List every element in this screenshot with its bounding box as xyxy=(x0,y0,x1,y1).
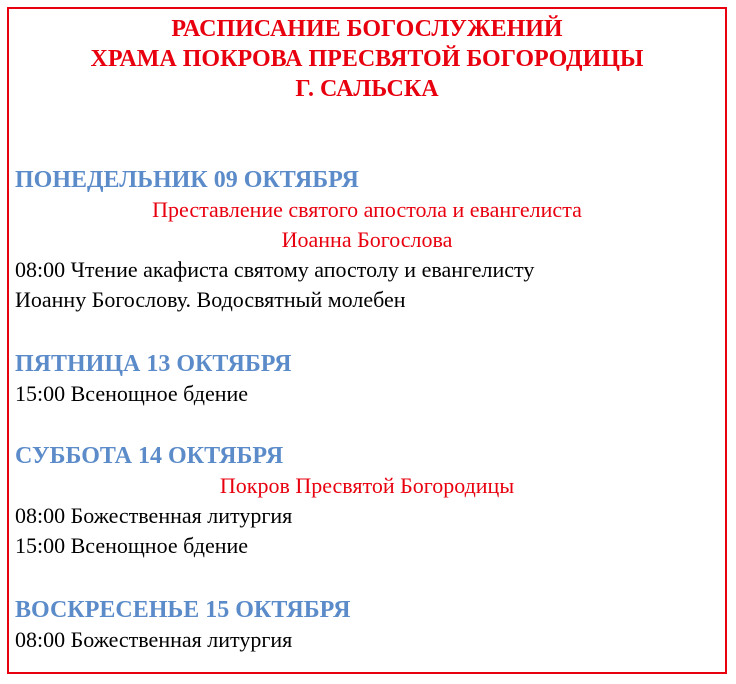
title-line-2: ХРАМА ПОКРОВА ПРЕСВЯТОЙ БОГОРОДИЦЫ xyxy=(90,46,644,72)
day-heading: СУББОТА 14 ОКТЯБРЯ xyxy=(15,443,284,469)
day-section-friday xyxy=(15,349,719,409)
feast-line: Иоанна Богослова xyxy=(281,227,453,252)
day-section-saturday xyxy=(15,441,719,561)
feast-line: Покров Пресвятой Богородицы xyxy=(219,473,515,498)
schedule-frame xyxy=(7,7,727,674)
day-heading: ВОСКРЕСЕНЬЕ 15 ОКТЯБРЯ xyxy=(15,597,351,623)
day-section-monday xyxy=(15,165,719,315)
service-line: 15:00 Всенощное бдение xyxy=(15,533,249,558)
service-line: 08:00 Чтение акафиста святому апостолу и евангелисту xyxy=(15,257,535,282)
service-line: 08:00 Божественная литургия xyxy=(15,627,293,652)
title-line-3: Г. САЛЬСКА xyxy=(295,76,439,102)
day-heading: ПЯТНИЦА 13 ОКТЯБРЯ xyxy=(15,351,292,377)
title-line-1: РАСПИСАНИЕ БОГОСЛУЖЕНИЙ xyxy=(171,16,563,42)
day-section-sunday xyxy=(15,595,719,655)
service-line: 15:00 Всенощное бдение xyxy=(15,381,249,406)
service-line: Иоанну Богослову. Водосвятный молебен xyxy=(15,287,406,312)
day-heading: ПОНЕДЕЛЬНИК 09 ОКТЯБРЯ xyxy=(15,167,359,193)
schedule-title xyxy=(9,14,725,104)
service-line: 08:00 Божественная литургия xyxy=(15,503,293,528)
feast-line: Преставление святого апостола и евангелиста xyxy=(152,197,582,222)
